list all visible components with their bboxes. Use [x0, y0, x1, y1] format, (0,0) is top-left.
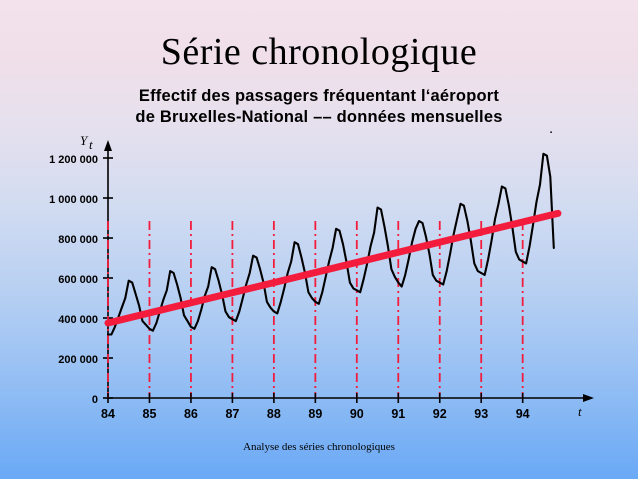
x-tick-label: 90 [349, 407, 364, 421]
chart-subtitle-line2: de Bruxelles-National –– données mensuelles [135, 108, 503, 126]
y-tick-label: 1 200 000 [49, 154, 98, 166]
y-ticks [49, 154, 113, 406]
y-axis-label-sub: t [89, 137, 93, 152]
x-tick-label: 93 [474, 407, 489, 421]
x-axis-arrow [583, 394, 594, 402]
chart-subtitle-line1: Effectif des passagers fréquentant l‘aéroport [138, 87, 500, 105]
page-title: Série chronologique [160, 31, 478, 73]
x-tick-label: 89 [308, 407, 323, 421]
chart-subtitle [0, 86, 638, 128]
x-tick-label: 86 [183, 407, 198, 421]
x-axis-label: t [578, 404, 582, 419]
slide-footer: Analyse des séries chronologiques [243, 441, 395, 453]
y-tick-label: 800 000 [58, 234, 98, 246]
y-tick-label: 1 000 000 [49, 194, 98, 206]
time-series-chart [0, 126, 638, 426]
y-axis-label: Y [80, 133, 88, 148]
x-tick-label: 84 [101, 407, 115, 421]
x-tick-label: 94 [515, 407, 530, 421]
y-tick-label: 600 000 [58, 274, 98, 286]
x-tick-label: 91 [391, 407, 406, 421]
y-tick-label: 400 000 [58, 314, 98, 326]
x-tick-label: 85 [142, 407, 157, 421]
x-tick-label: 92 [432, 407, 447, 421]
y-tick-label: 200 000 [58, 354, 98, 366]
dot-mark: . [549, 120, 554, 137]
x-tick-label: 88 [266, 407, 281, 421]
x-tick-label: 87 [225, 407, 240, 421]
y-axis-arrow [104, 140, 112, 151]
trend-line [108, 213, 558, 323]
y-tick-label: 0 [91, 394, 98, 406]
